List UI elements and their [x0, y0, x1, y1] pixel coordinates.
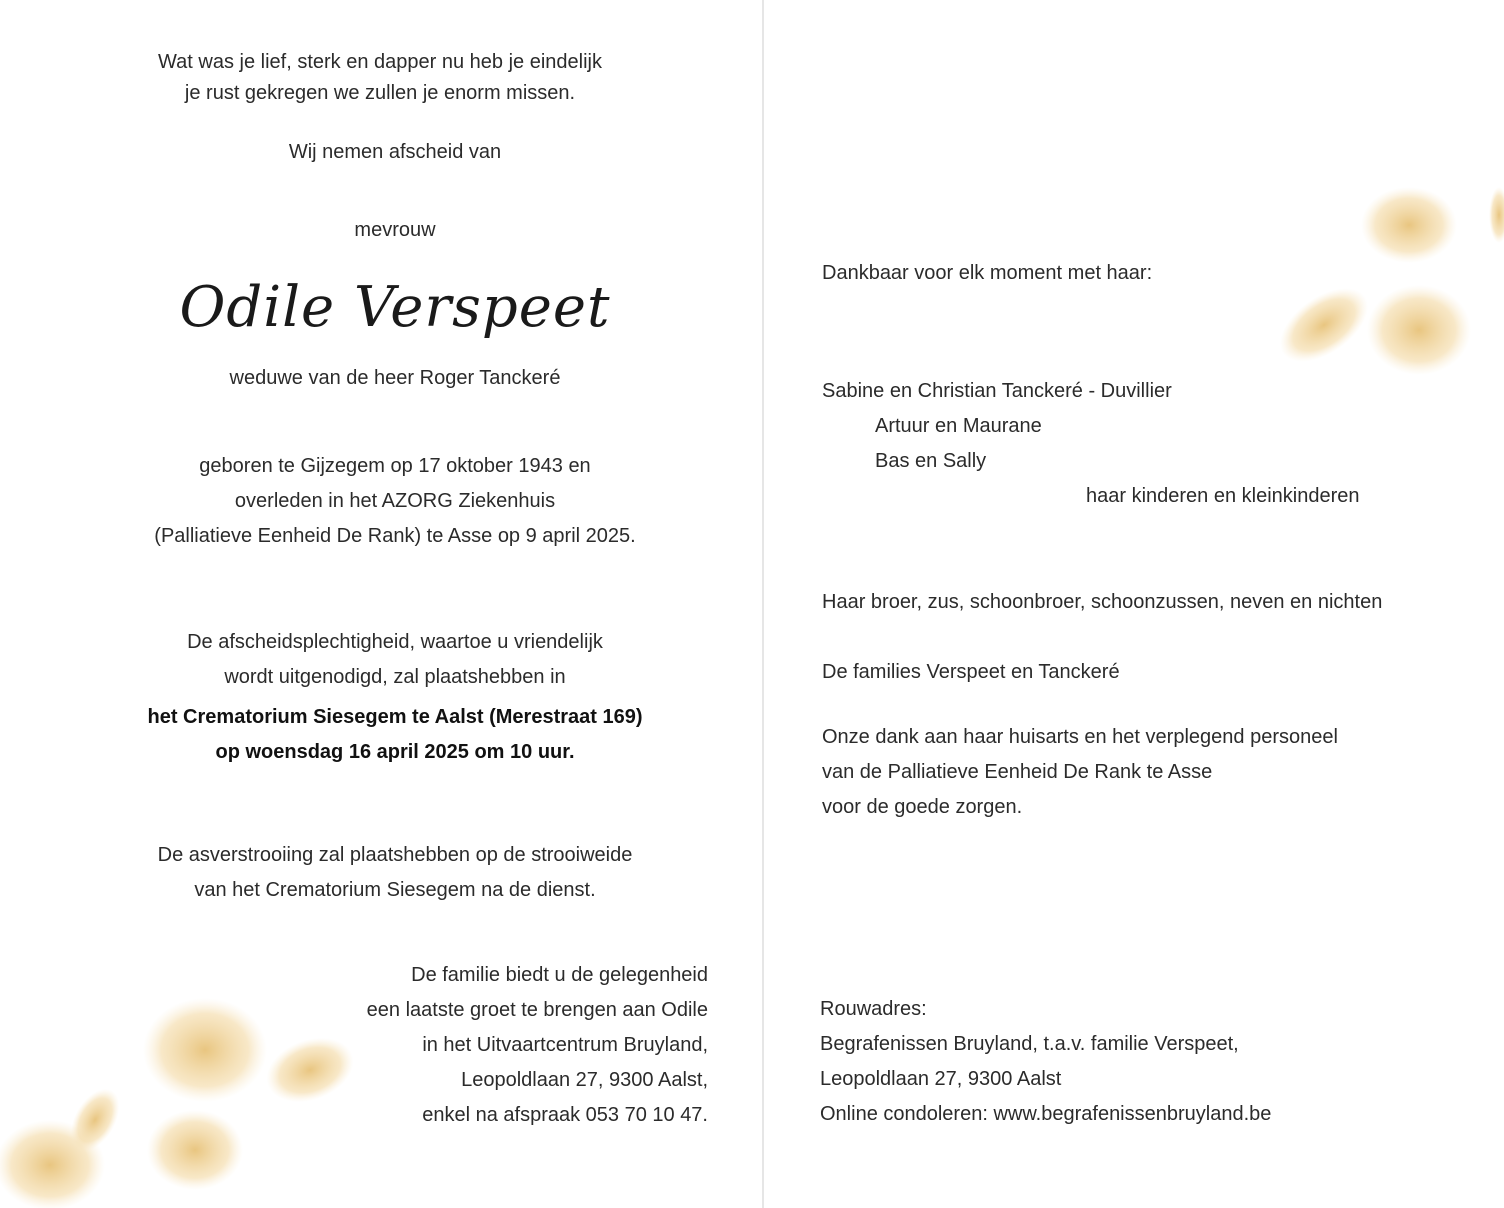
thanks-line-1: Onze dank aan haar huisarts en het verplegend personeel: [822, 726, 1338, 748]
died-text: overleden in het AZORG Ziekenhuis: [234, 490, 556, 512]
right-page: [764, 0, 1504, 1208]
flower-petals-decoration-icon: [0, 990, 380, 1208]
ceremony-location: het Crematorium Siesegem te Aalst (Merestraat 169): [147, 706, 643, 728]
poem-line-2: je rust gekregen we zullen je enorm missen.: [184, 82, 576, 104]
ceremony-date: op woensdag 16 april 2025 om 10 uur.: [215, 741, 575, 763]
born-text: geboren te Gijzegem op 17 oktober 1943 en: [199, 455, 591, 477]
address-line-1: Begrafenissen Bruyland, t.a.v. familie Verspeet,: [820, 1033, 1239, 1055]
poem-line-1: Wat was je lief, sterk en dapper nu heb je eindelijk: [158, 51, 602, 73]
died-place-text: (Palliatieve Eenheid De Rank) te Asse op 9 april 2025.: [154, 525, 636, 547]
visit-line-4: Leopoldlaan 27, 9300 Aalst,: [461, 1069, 708, 1091]
visit-line-5: enkel na afspraak 053 70 10 47.: [422, 1104, 708, 1126]
relation-text: haar kinderen en kleinkinderen: [1086, 485, 1360, 507]
grateful-text: Dankbaar voor elk moment met haar:: [822, 262, 1153, 284]
siblings-text: Haar broer, zus, schoonbroer, schoonzussen, neven en nichten: [822, 591, 1383, 613]
address-label: Rouwadres:: [820, 998, 927, 1020]
ashes-line-2: van het Crematorium Siesegem na de dienst.: [194, 879, 596, 901]
children-names: Sabine en Christian Tanckeré - Duvillier: [822, 380, 1172, 402]
visit-line-3: in het Uitvaartcentrum Bruyland,: [422, 1034, 708, 1056]
address-line-2: Leopoldlaan 27, 9300 Aalst: [820, 1068, 1062, 1090]
thanks-line-3: voor de goede zorgen.: [822, 796, 1023, 818]
title-text: mevrouw: [354, 219, 436, 241]
families-text: De families Verspeet en Tanckeré: [822, 661, 1120, 683]
visit-line-1: De familie biedt u de gelegenheid: [411, 964, 708, 986]
grandchildren-names-2: Bas en Sally: [875, 450, 987, 472]
widow-text: weduwe van de heer Roger Tanckeré: [229, 367, 561, 389]
ceremony-line-1: De afscheidsplechtigheid, waartoe u vriendelijk: [187, 631, 603, 653]
online-condolence-link[interactable]: Online condoleren: www.begrafenissenbruyland.be: [820, 1103, 1272, 1125]
deceased-name-signature: Odile Verspeet: [179, 275, 611, 340]
grandchildren-names-1: Artuur en Maurane: [875, 415, 1042, 437]
thanks-line-2: van de Palliatieve Eenheid De Rank te Asse: [822, 761, 1213, 783]
ashes-line-1: De asverstrooiing zal plaatshebben op de strooiweide: [157, 844, 633, 866]
visit-line-2: een laatste groet te brengen aan Odile: [366, 999, 708, 1021]
ceremony-line-2: wordt uitgenodigd, zal plaatshebben in: [224, 666, 566, 688]
intro-text: Wij nemen afscheid van: [288, 141, 502, 163]
flower-petals-decoration-icon: [1254, 175, 1504, 390]
